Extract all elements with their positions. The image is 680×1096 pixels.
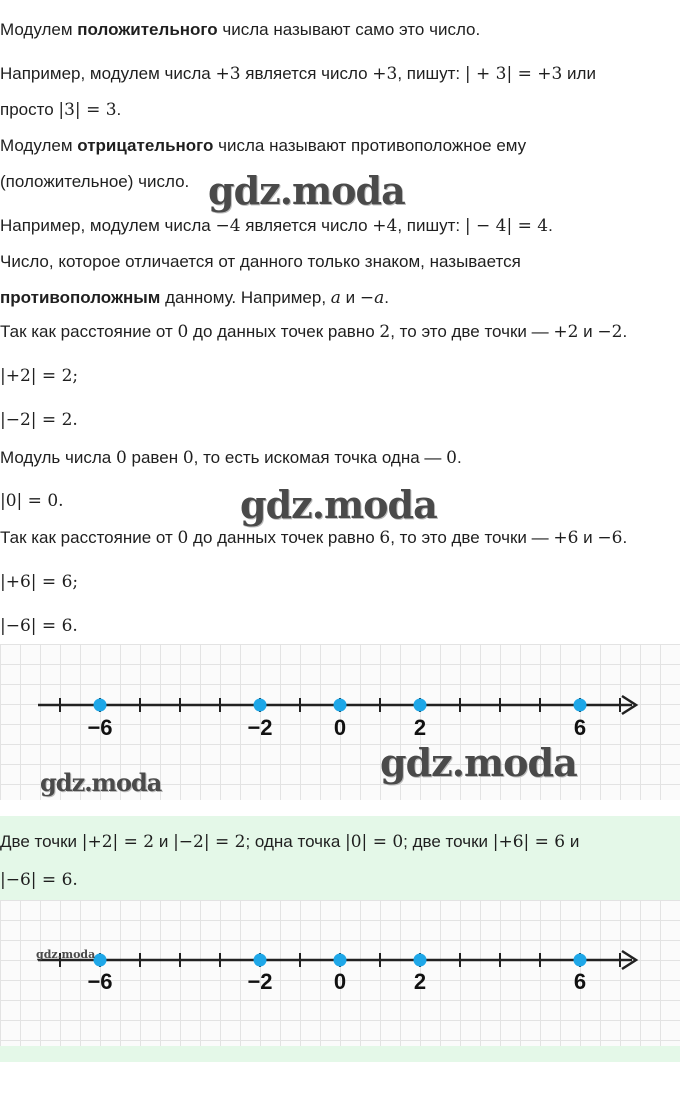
text-line: Модулем положительного числа называют само это число.: [0, 20, 481, 39]
math-line: |+2| = 2;: [0, 366, 79, 386]
math-line: |−6| = 6.: [0, 616, 78, 636]
answer-line: Две точки |+2| = 2 и |−2| = 2; одна точка |0| = 0; две точки |+6| = 6 и: [0, 832, 580, 852]
text-line: Модулем отрицательного числа называют противоположное ему: [0, 136, 527, 155]
point-dot: [94, 954, 107, 967]
point-label: 2: [413, 969, 427, 994]
answer-box: [0, 816, 680, 1062]
point-dot: [254, 954, 267, 967]
point-dot: [574, 954, 587, 967]
text-line: Так как расстояние от 0 до данных точек равно 2, то это две точки — +2 и −2.: [0, 322, 628, 342]
text-line: (положительное) число.: [0, 172, 190, 191]
point-dot: [574, 699, 587, 712]
text-line: Так как расстояние от 0 до данных точек равно 6, то это две точки — +6 и −6.: [0, 528, 628, 548]
point-dot: [334, 954, 347, 967]
watermark: gdz.moda: [240, 482, 437, 527]
point-label: 0: [333, 969, 347, 994]
text-line: Модуль числа 0 равен 0, то есть искомая точка одна — 0.: [0, 448, 462, 468]
math-line: |0| = 0.: [0, 491, 64, 511]
text-line: противоположным данному. Например, a и −a.: [0, 288, 389, 308]
point-label: 2: [413, 715, 427, 740]
point-label: −2: [247, 969, 273, 994]
watermark: gdz.moda: [380, 740, 577, 785]
point-dot: [94, 699, 107, 712]
grid-figure: [0, 644, 680, 800]
watermark: gdz.moda: [208, 168, 405, 213]
point-label: 6: [573, 715, 587, 740]
watermark: gdz.moda: [36, 948, 96, 961]
watermark: gdz.moda: [40, 768, 162, 797]
point-dot: [334, 699, 347, 712]
math-line: |+6| = 6;: [0, 572, 79, 592]
point-label: 0: [333, 715, 347, 740]
answer-line: |−6| = 6.: [0, 870, 78, 890]
point-label: −6: [87, 969, 113, 994]
point-dot: [414, 699, 427, 712]
text-line: Например, модулем числа +3 является число +3, пишут: | + 3| = +3 или: [0, 64, 596, 84]
point-dot: [414, 954, 427, 967]
point-label: −6: [87, 715, 113, 740]
grid-figure: [0, 900, 680, 1046]
point-label: −2: [247, 715, 273, 740]
point-label: 6: [573, 969, 587, 994]
point-dot: [254, 699, 267, 712]
number-line: [0, 900, 680, 1046]
text-line: Например, модулем числа −4 является число +4, пишут: | − 4| = 4.: [0, 216, 553, 236]
text-line: Число, которое отличается от данного только знаком, называется: [0, 252, 521, 271]
text-line: просто |3| = 3.: [0, 100, 122, 120]
math-line: |−2| = 2.: [0, 410, 78, 430]
